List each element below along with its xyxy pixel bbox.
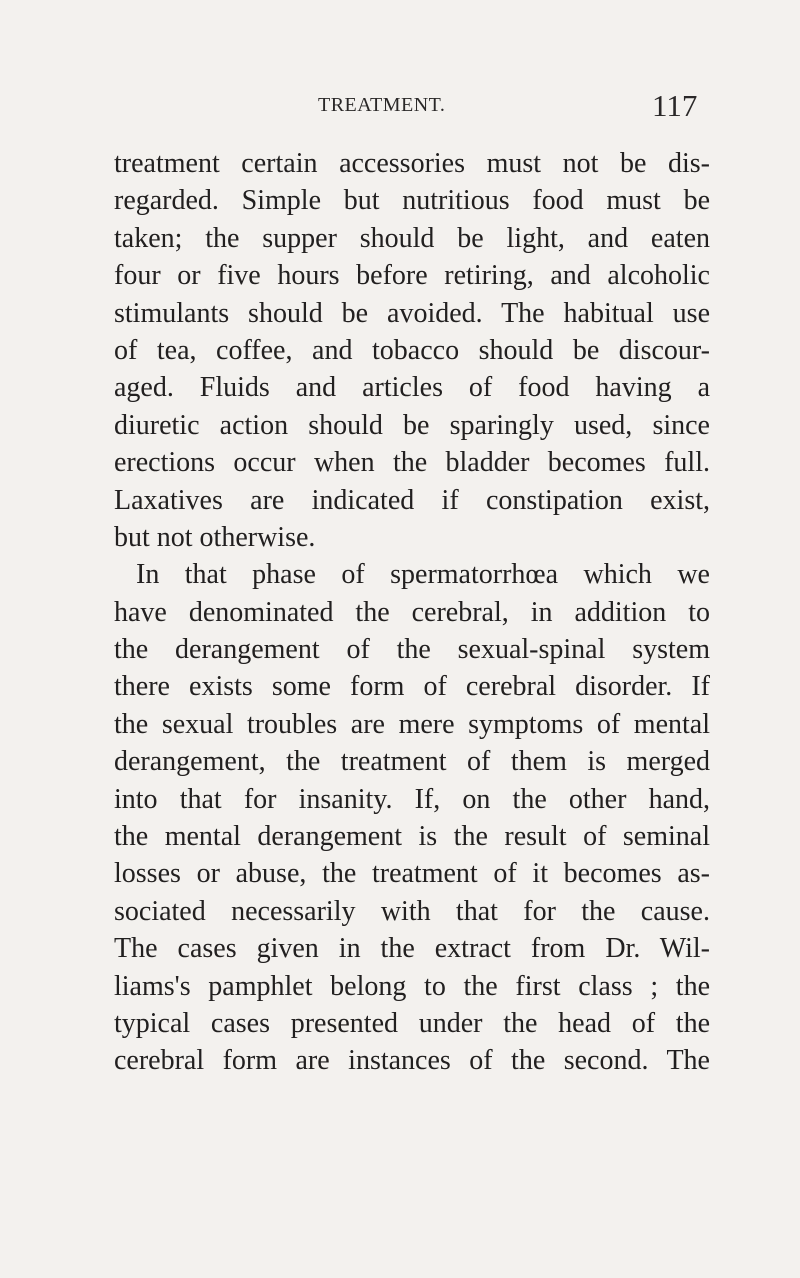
text-line: erections occur when the bladder becomes full. [114,447,710,479]
text-line: there exists some form of cerebral disorder. If [114,671,710,703]
page-header [0,88,800,128]
text-line: the mental derangement is the result of seminal [114,821,710,853]
text-line: have denominated the cerebral, in addition to [114,596,710,628]
paragraph-start-line: In that phase of spermatorrhœa which we [136,559,710,591]
page-number: 117 [652,88,698,123]
text-line: stimulants should be avoided. The habitual use [114,297,710,329]
text-line: the derangement of the sexual-spinal system [114,634,710,666]
text-line: diuretic action should be sparingly used, since [114,409,710,441]
text-line: sociated necessarily with that for the cause. [114,895,710,927]
text-line: The cases given in the extract from Dr. Wil- [114,933,710,965]
body-text [114,145,710,1080]
text-line: treatment certain accessories must not be dis- [114,148,710,179]
text-line: cerebral form are instances of the second. The [114,1045,710,1077]
text-line: Laxatives are indicated if constipation exist, [114,484,710,516]
text-line: the sexual troubles are mere symptoms of mental [114,708,710,740]
text-line: taken; the supper should be light, and eaten [114,222,710,254]
paragraph-end-line: but not otherwise. [114,521,316,553]
running-head: TREATMENT. [318,94,446,116]
text-line: of tea, coffee, and tobacco should be discour- [114,334,710,366]
text-line: liams's pamphlet belong to the first class ; the [114,970,710,1002]
text-line: aged. Fluids and articles of food having a [114,372,710,404]
text-line: four or five hours before retiring, and alcoholic [114,260,710,292]
text-line: regarded. Simple but nutritious food must be [114,185,710,217]
text-line: into that for insanity. If, on the other hand, [114,783,710,815]
text-line: losses or abuse, the treatment of it becomes as- [114,858,710,890]
text-line: derangement, the treatment of them is merged [114,746,710,778]
text-line: typical cases presented under the head of the [114,1007,710,1039]
